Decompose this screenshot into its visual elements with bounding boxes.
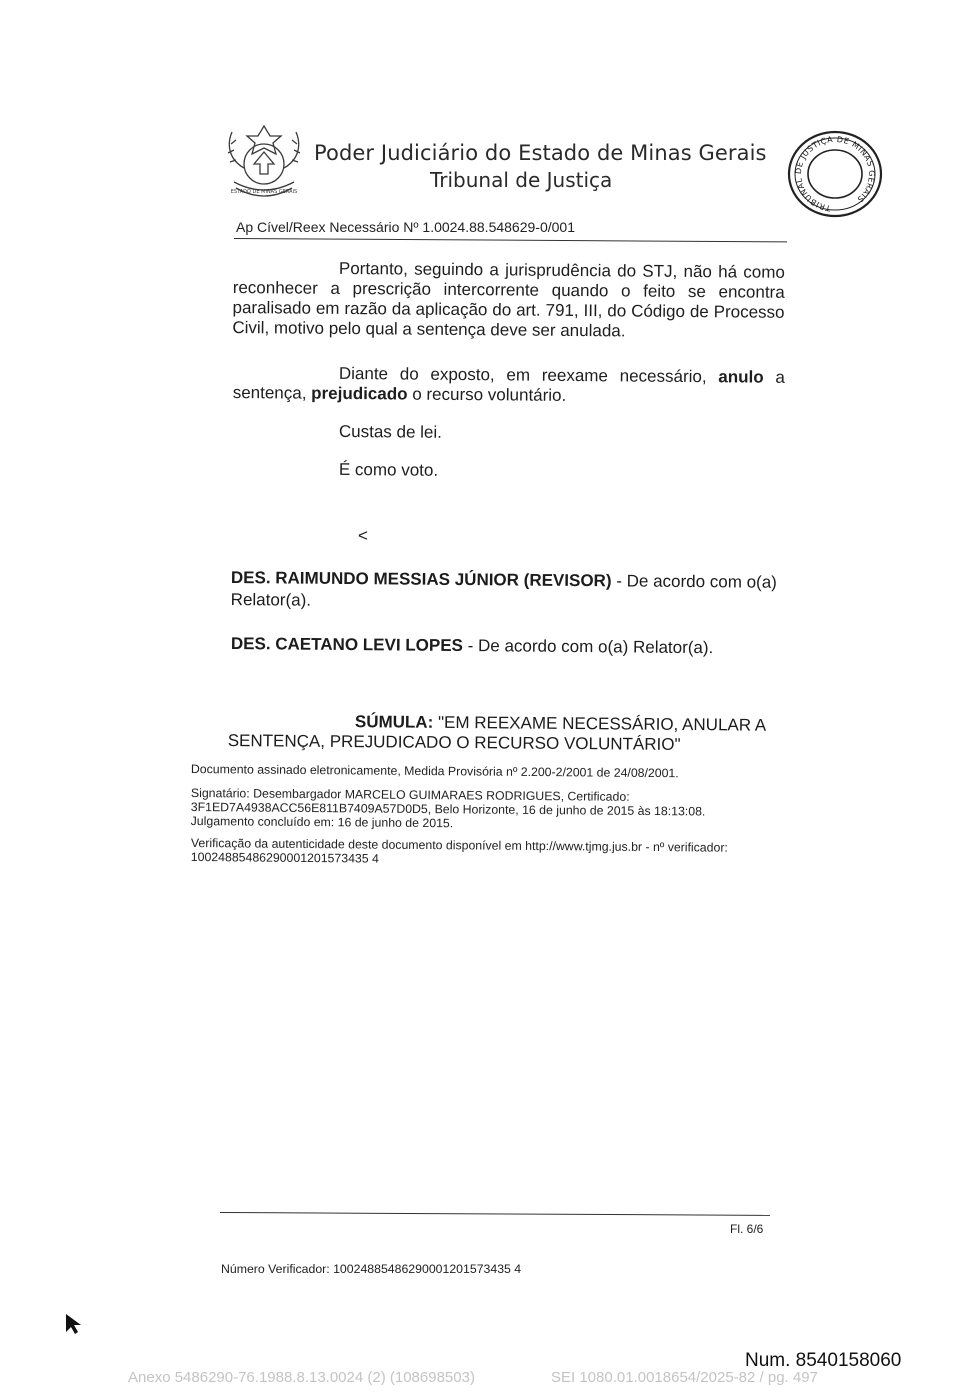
paragraph-conclusion: Portanto, seguindo a jurisprudência do STJ, não há como reconhecer a prescrição intercorrente quando o feito se encontra paralisado em razão da aplicação do art. 791, III, do Código de Processo Civil, motivo pelo qual a sentença deve ser anulada. — [232, 258, 785, 341]
footer-divider — [220, 1212, 770, 1216]
page-number: Fl. 6/6 — [730, 1222, 764, 1236]
verifier-code: 10024885486290001201573435 4 — [190, 849, 379, 866]
process-number: Ap Cível/Reex Necessário Nº 1.0024.88.548629-0/001 — [236, 219, 575, 235]
vogal-name: DES. CAETANO LEVI LOPES — [230, 633, 464, 656]
svg-text:TRIBUNAL DE JUSTIÇA DE MINAS G — [794, 135, 876, 213]
judgment-date: Julgamento concluído em: 16 de junho de 2015. — [190, 813, 454, 831]
certificate: 3F1ED7A4938ACC56E811B7409A57D0D5, Belo Horizonte, 16 de junho de 2015 às 18:13:08. — [190, 799, 706, 819]
signatory: Signatário: Desembargador MARCELO GUIMARAES RODRIGUES, Certificado: — [190, 786, 630, 804]
cursor-arrow-icon — [63, 1312, 85, 1336]
brasao-minas-gerais-icon — [218, 120, 310, 204]
sumula-label: SÚMULA: — [354, 712, 434, 732]
authenticity-text: Verificação da autenticidade deste documento disponível em http://www.tjmg.jus.br - nº verificador: — [190, 836, 728, 855]
seal-text: TRIBUNAL DE JUSTIÇA DE MINAS GERAIS — [793, 134, 877, 213]
vote-revisor — [231, 567, 787, 616]
sei-reference: SEI 1080.01.0018654/2025-82 / pg. 497 — [551, 1369, 818, 1386]
court-title: Poder Judiciário do Estado de Minas Gerais — [314, 141, 767, 165]
footer-verifier-number: Número Verificador: 10024885486290001201573435 4 — [221, 1262, 522, 1276]
authenticity-notice — [191, 836, 791, 869]
sumula — [228, 711, 780, 756]
decision-anulo: anulo — [718, 367, 764, 387]
vote-vogal — [231, 633, 787, 660]
paragraph-costs: Custas de lei. — [338, 421, 442, 442]
decision-text-a: Diante do exposto, em reexame necessário, — [338, 363, 719, 387]
signature-notice: Documento assinado eletronicamente, Medida Provisória nº 2.200-2/2001 de 24/08/2001. — [190, 762, 679, 781]
header-divider — [234, 238, 787, 242]
signature-details — [191, 786, 791, 833]
svg-text:ESTADO DE MINAS GERAIS: ESTADO DE MINAS GERAIS — [230, 189, 298, 195]
stray-mark: < — [358, 526, 368, 545]
paragraph-decision — [233, 363, 785, 408]
revisor-name: DES. RAIMUNDO MESSIAS JÚNIOR (REVISOR) — [230, 567, 612, 591]
decision-text-c: o recurso voluntário. — [407, 384, 567, 405]
decision-text-b: a sentença, — [232, 367, 785, 403]
sumula-text-a: "EM REEXAME NECESSÁRIO, ANULAR A — [433, 712, 767, 735]
sumula-text-b: SENTENÇA, PREJUDICADO O RECURSO VOLUNTÁRIO" — [227, 730, 681, 754]
revisor-text: - De acordo com o(a) Relator(a). — [230, 571, 777, 610]
tribunal-seal-icon — [786, 128, 884, 218]
vogal-text: - De acordo com o(a) Relator(a). — [462, 636, 714, 658]
decision-prejudicado: prejudicado — [311, 383, 408, 404]
document-num: Num. 8540158060 — [745, 1350, 902, 1371]
anexo-reference: Anexo 5486290-76.1988.8.13.0024 (2) (108698503) — [128, 1369, 475, 1386]
court-subtitle: Tribunal de Justiça — [430, 168, 613, 192]
paragraph-vote: É como voto. — [338, 459, 439, 480]
